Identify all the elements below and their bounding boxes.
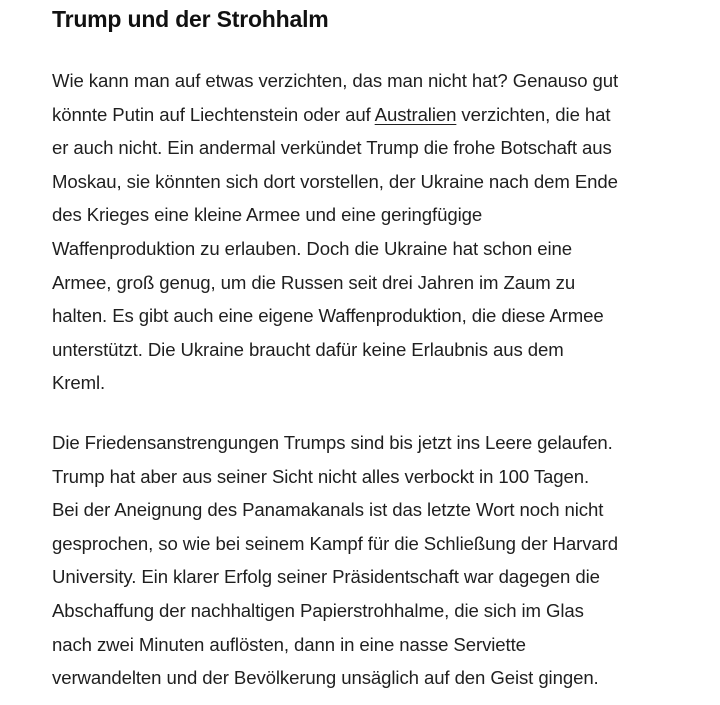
text-line: Die Friedensanstrengungen Trumps sind bis jetzt ins Leere gelaufen.	[52, 431, 613, 453]
text-line: verwandelten und der Bevölkerung unsäglich auf den Geist gingen.	[52, 667, 599, 689]
text-line: Moskau, sie könnten sich dort vorstellen, der Ukraine nach dem Ende	[52, 170, 618, 192]
article-body	[52, 0, 682, 695]
text-line: Armee, groß genug, um die Russen seit drei Jahren im Zaum zu	[52, 271, 576, 293]
text-line: Kreml.	[52, 372, 106, 394]
text-line: halten. Es gibt auch eine eigene Waffenproduktion, die diese Armee	[52, 305, 604, 327]
text-line: er auch nicht. Ein andermal verkündet Trump die frohe Botschaft aus	[52, 137, 612, 159]
text-segment: könnte Putin auf Liechtenstein oder auf	[52, 103, 375, 125]
text-line: University. Ein klarer Erfolg seiner Präsidentschaft war dagegen die	[52, 566, 600, 588]
text-line: nach zwei Minuten auflösten, dann in eine nasse Serviette	[52, 633, 526, 655]
article-headline: Trump und der Strohhalm	[52, 6, 329, 32]
text-line: Bei der Aneignung des Panamakanals ist das letzte Wort noch nicht	[52, 499, 604, 521]
australien-link[interactable]: Australien	[374, 103, 457, 125]
text-line	[52, 98, 682, 132]
text-segment: verzichten, die hat	[456, 103, 611, 125]
text-line: gesprochen, so wie bei seinem Kampf für die Schließung der Harvard	[52, 532, 618, 554]
paragraph-2	[52, 426, 682, 695]
text-line: Abschaffung der nachhaltigen Papierstrohhalme, die sich im Glas	[52, 599, 584, 621]
text-line: Waffenproduktion zu erlauben. Doch die Ukraine hat schon eine	[52, 237, 573, 259]
text-line: Trump hat aber aus seiner Sicht nicht alles verbockt in 100 Tagen.	[52, 465, 590, 487]
text-line: Wie kann man auf etwas verzichten, das man nicht hat? Genauso gut	[52, 70, 619, 91]
text-line: des Krieges eine kleine Armee und eine geringfügige	[52, 204, 483, 226]
text-line: unterstützt. Die Ukraine braucht dafür keine Erlaubnis aus dem	[52, 338, 564, 360]
paragraph-1	[52, 64, 682, 400]
